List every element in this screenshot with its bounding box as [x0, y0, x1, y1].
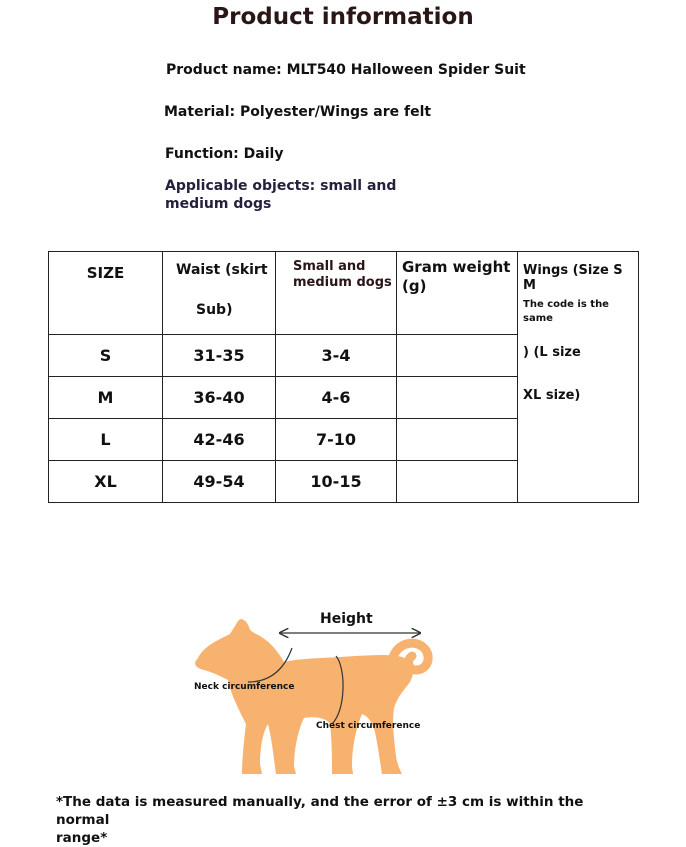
gram-cell	[397, 335, 518, 377]
gram-cell	[397, 377, 518, 419]
gram-cell	[397, 461, 518, 503]
wings-line3: same	[523, 313, 553, 324]
header-gram-line1: Gram weight	[402, 258, 511, 276]
chest-label: Chest circumference	[316, 721, 421, 731]
material: Material: Polyester/Wings are felt	[164, 104, 432, 120]
note-line2: range*	[56, 830, 108, 846]
header-gram	[397, 252, 518, 335]
page-title: Product information	[212, 4, 474, 30]
wings-line5: XL size)	[523, 388, 581, 403]
neck-label: Neck circumference	[194, 682, 295, 692]
wings-cell	[518, 252, 639, 503]
header-size	[49, 252, 163, 335]
header-dogs	[276, 252, 397, 335]
size-cell: S	[49, 335, 163, 377]
function: Function: Daily	[165, 146, 284, 162]
waist-cell: 36-40	[163, 377, 276, 419]
header-waist	[163, 252, 276, 335]
applicable-objects-line1: Applicable objects: small and	[165, 178, 397, 194]
wings-line2: The code is the	[523, 299, 609, 310]
note-line1: *The data is measured manually, and the error of ±3 cm is within the normal	[56, 794, 584, 828]
applicable-objects-line2: medium dogs	[165, 196, 272, 212]
height-label: Height	[320, 611, 373, 627]
dogs-cell: 4-6	[276, 377, 397, 419]
header-waist-line1: Waist (skirt	[176, 262, 268, 278]
measurement-note	[56, 793, 616, 847]
header-waist-line2: Sub)	[196, 302, 233, 318]
table-header-row	[49, 252, 639, 335]
header-gram-line2: (g)	[402, 277, 427, 295]
size-cell: XL	[49, 461, 163, 503]
waist-cell: 42-46	[163, 419, 276, 461]
waist-cell: 31-35	[163, 335, 276, 377]
dogs-cell: 10-15	[276, 461, 397, 503]
size-cell: L	[49, 419, 163, 461]
header-dogs-line1: Small and	[293, 259, 366, 274]
header-dogs-line2: medium dogs	[293, 275, 392, 290]
dogs-cell: 7-10	[276, 419, 397, 461]
waist-cell: 49-54	[163, 461, 276, 503]
product-name: Product name: MLT540 Halloween Spider Suit	[166, 62, 526, 78]
header-size-label: SIZE	[86, 264, 125, 282]
wings-line1: Wings (Size S M	[523, 263, 623, 293]
gram-cell	[397, 419, 518, 461]
size-table	[48, 251, 639, 503]
dogs-cell: 3-4	[276, 335, 397, 377]
size-cell: M	[49, 377, 163, 419]
wings-line4: ) (L size	[523, 345, 581, 360]
dog-silhouette	[195, 619, 428, 774]
